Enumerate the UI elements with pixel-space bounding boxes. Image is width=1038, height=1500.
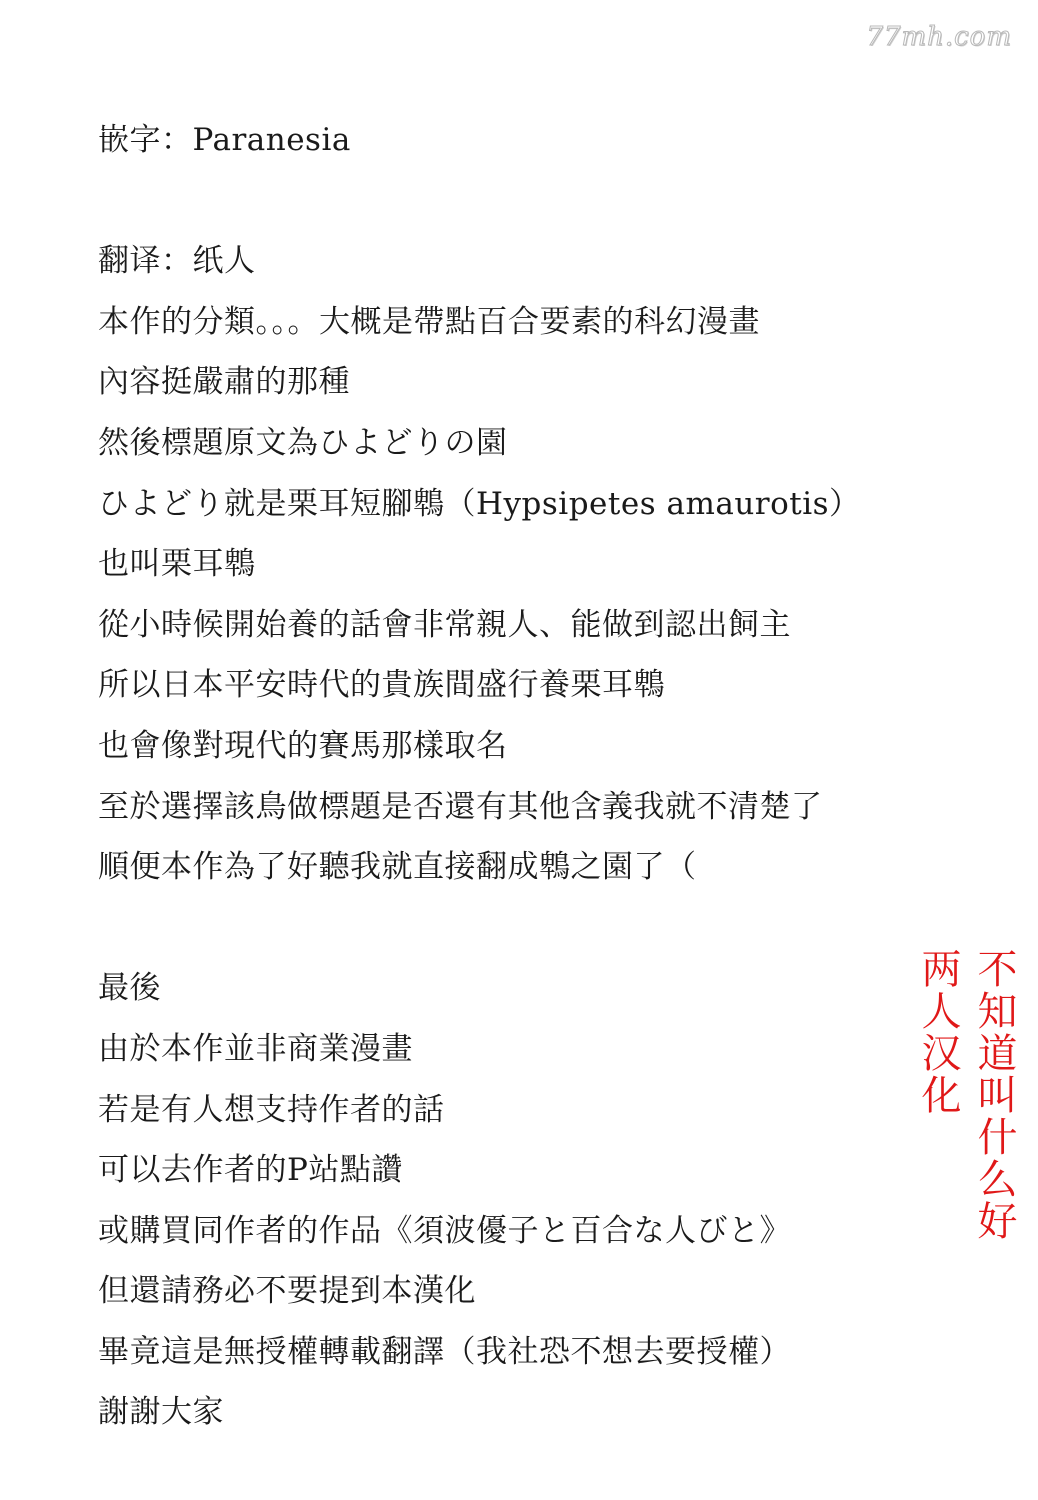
note-line: 順便本作為了好聽我就直接翻成鵯之園了（: [98, 849, 697, 886]
closing-line: 但還請務必不要提到本漢化: [98, 1273, 476, 1310]
closing-line: 謝謝大家: [98, 1394, 224, 1431]
translate-credit-line: 翻译：纸人: [98, 243, 256, 280]
note-line: 本作的分類。。。大概是帶點百合要素的科幻漫畫: [98, 303, 760, 340]
translator-notes: [98, 110, 938, 1443]
embed-credit-line: 嵌字：Paranesia: [98, 122, 351, 158]
note-line: 也會像對現代的賽馬那樣取名: [98, 727, 508, 764]
blank-line: [98, 898, 938, 959]
closing-line: 可以去作者的P站點讚: [98, 1152, 403, 1189]
group-name-column: 两人汉化: [915, 948, 961, 1116]
note-line: 所以日本平安時代的貴族間盛行養栗耳鵯: [98, 667, 665, 704]
note-line: 然後標題原文為ひよどりの園: [98, 424, 508, 461]
site-watermark: 77mh.com: [866, 22, 1012, 52]
closing-line: 由於本作並非商業漫畫: [98, 1030, 413, 1067]
closing-line: 或購買同作者的作品《須波優子と百合な人びと》: [98, 1212, 791, 1249]
note-line: 從小時候開始養的話會非常親人、能做到認出飼主: [98, 606, 791, 643]
note-line: 也叫栗耳鵯: [98, 546, 256, 583]
note-line: ひよどり就是栗耳短腳鵯（Hypsipetes amaurotis）: [98, 485, 861, 522]
group-name-column: 不知道叫什么好: [971, 948, 1017, 1242]
blank-line: [98, 171, 938, 232]
closing-line: 畢竟這是無授權轉載翻譯（我社恐不想去要授權）: [98, 1333, 791, 1370]
note-line: 內容挺嚴肅的那種: [98, 364, 350, 401]
group-credit-stamp: [906, 948, 1016, 1248]
note-line: 至於選擇該鳥做標題是否還有其他含義我就不清楚了: [98, 788, 823, 825]
closing-line: 最後: [98, 970, 161, 1007]
closing-line: 若是有人想支持作者的話: [98, 1091, 445, 1128]
